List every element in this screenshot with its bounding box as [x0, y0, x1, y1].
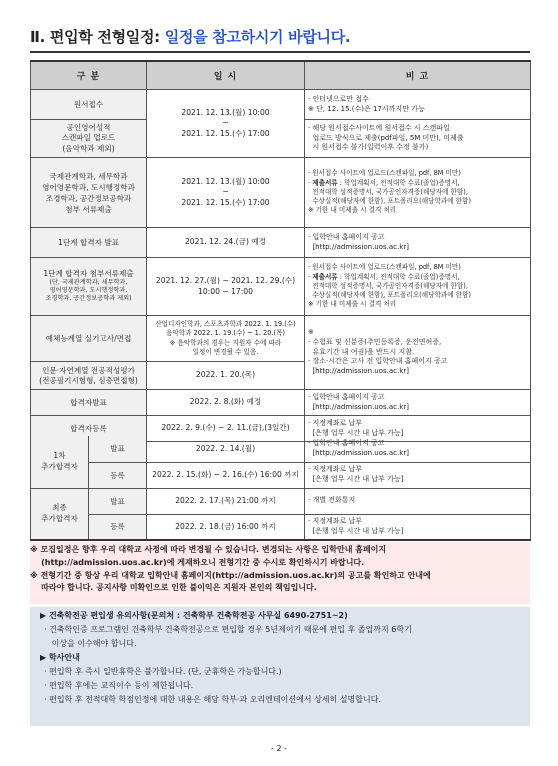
row-notes: · 개별 전화통지	[305, 488, 531, 514]
row-notes: · 지정계좌로 납부 [은행 업무 시간 내 납부 가능]	[305, 514, 531, 540]
row-date: 2022. 2. 14.(월)	[147, 436, 305, 462]
row-category: 발표	[89, 488, 147, 514]
notice-line: ※ 모집일정은 향후 우리 대학교 사정에 따라 변경될 수 있습니다. 변경되는 사항은 입학안내 홈페이지	[30, 545, 387, 554]
table-row	[31, 436, 531, 462]
info-block	[30, 607, 530, 726]
row-category: 예체능계열 실기고사/면접	[31, 316, 147, 362]
group-label: 1차 추가합격자	[31, 436, 89, 488]
table-row	[31, 158, 531, 228]
table-row	[31, 316, 531, 362]
row-notes: · 원서접수 사이트에 업로드(스캔파일, pdf, 8M 미만) · 제출서류 : 학업계획서, 전적대학 수료(졸업)증명서, 전적대학 성적증명서, 국가공인자격증(해당자에 한함), 수상실적(해당자에 한함), 포트폴리오(해당학과에 한함) ※ 기한 내 미제출 시 결격 처리	[305, 158, 531, 228]
info-item: · 건축학인증 프로그램인 건축학부 건축학전공으로 편입할 경우 5년제이기 때문에 편입 후 졸업까지 6학기	[44, 625, 412, 634]
schedule-table	[30, 60, 531, 442]
notice-line: ※ 전형기간 중 항상 우리 대학교 입학안내 홈페이지(http://admission.uos.ac.kr)의 공고를 확인하고 안내에	[30, 570, 431, 580]
header-date: 일 시	[147, 61, 305, 90]
table-row	[31, 90, 531, 120]
row-category: 원서접수	[31, 90, 147, 120]
section-title-main: Ⅱ. 편입학 전형일정:	[30, 28, 160, 46]
row-date: 2022. 2. 8.(화) 예정	[147, 390, 305, 416]
row-category: 발표	[89, 436, 147, 462]
section-title-sub: 일정을 참고하시기 바랍니다.	[164, 28, 351, 46]
info-item: · 편입학 후에는 교직이수 등이 제한됩니다.	[44, 681, 194, 690]
row-date: 2021. 12. 13.(월) 10:00 ~ 2021. 12. 15.(수) 17:00	[147, 158, 305, 228]
row-notes: · 지정계좌로 납부 [은행 업무 시간 내 납부 가능]	[305, 462, 531, 488]
notice-block	[30, 542, 530, 604]
row-category: 인문·자연계열 전공적성평가 (전공필기시험형, 심층면접형)	[31, 362, 147, 390]
info-heading-architecture: ▶ 건축학전공 편입생 유의사항(문의처 : 건축학부 건축학전공 사무실 6490-2751~2)	[40, 611, 348, 620]
row-category: 1단계 합격자 첨부서류제출 (단, 국제관계학과, 세무학과, 영어영문학과, 도시행정학과, 조경학과, 공간정보공학과 제외)	[31, 258, 147, 316]
row-category: 등록	[89, 462, 147, 488]
row-category: 공인영어성적 스캔파일 업로드 (음악학과 제외)	[31, 120, 147, 158]
row-category: 합격자등록	[31, 416, 147, 442]
title-rule	[30, 51, 530, 53]
row-date: 2022. 2. 9.(수) ~ 2. 11.(금),(3일간)	[147, 416, 305, 442]
row-date: 산업디자인학과, 스포츠과학과 2022. 1. 19.(수) 음악학과 2022. 1. 19.(수) ~ 1. 20.(목) ※ 음악학과의 경우는 지원자 수에 따라 일정이 변경될 수 있음.	[147, 316, 305, 362]
row-category: 등록	[89, 514, 147, 540]
row-notes: · 원서접수 사이트에 업로드(스캔파일, pdf, 8M 미만) · 제출서류 : 학업계획서, 전적대학 수료(졸업)증명서, 전적대학 성적증명서, 국가공인자격증(해당자에 한함), 수상실적(해당자에 한함), 포트폴리오(해당학과에 한함) ※ 기한 내 미제출 시 결격 처리	[305, 258, 531, 316]
row-notes: · 해당 원서접수사이트에 원서접수 시 스캔파일 업로드 방식으로 제출(pdf파일, 5M 미만), 미제출 시 원서접수 불가(입력이후 수정 불가)	[305, 120, 531, 158]
row-category: 국제관계학과, 세무학과 영어영문학과, 도시행정학과 조경학과, 공간정보공학과 첨부 서류제출	[31, 158, 147, 228]
table-row	[31, 390, 531, 416]
row-date: 2022. 2. 18.(금) 16:00 까지	[147, 514, 305, 540]
table-row	[31, 514, 531, 540]
row-notes: · 입학안내 홈페이지 공고 [http://admission.uos.ac.kr]	[305, 228, 531, 258]
page-number: - 2 -	[271, 744, 287, 753]
header-category: 구 분	[31, 61, 147, 90]
row-date: 2022. 2. 15.(화) ~ 2. 16.(수) 16:00 까지	[147, 462, 305, 488]
info-item: · 편입학 후 전적대학 학점인정에 대한 내용은 해당 학부·과 오리엔테이션에서 상세히 설명합니다.	[44, 695, 381, 704]
row-date: 2021. 12. 27.(월) ~ 2021. 12. 29.(수) 10:00 ~ 17:00	[147, 258, 305, 316]
table-row	[31, 258, 531, 316]
table-row	[31, 228, 531, 258]
info-item: 이상을 이수해야 합니다.	[44, 639, 137, 648]
row-notes: · 인터넷으로만 접수 ※ 단, 12. 15.(수)은 17시까지만 가능	[305, 90, 531, 120]
table-header-row	[31, 61, 531, 90]
info-item: · 편입학 후 즉시 일반휴학은 불가합니다. (단, 군휴학은 가능합니다.)	[44, 667, 282, 676]
additional-applicants-table	[30, 436, 531, 541]
row-notes: · 지정계좌로 납부 [은행 업무 시간 내 납부 가능]	[305, 416, 531, 442]
row-date: 2021. 12. 24.(금) 예정	[147, 228, 305, 258]
row-category: 합격자발표	[31, 390, 147, 416]
row-notes: ※ · 수험표 및 신분증(주민등록증, 운전면허증, 유효기간 내 여권)을 반드시 지참. · 장소·시간은 고사 전 입학안내 홈페이지 공고 [http://admission.uos.ac.kr]	[305, 316, 531, 390]
header-notes: 비 고	[305, 61, 531, 90]
group-label: 최종 추가합격자	[31, 488, 89, 540]
table-row	[31, 488, 531, 514]
notice-line: 따라야 합니다. 공지사항 미확인으로 인한 불이익은 지원자 본인의 책임입니다.	[30, 583, 317, 593]
info-heading-academic: ▶ 학사안내	[40, 653, 80, 662]
row-date: 2022. 1. 20.(목)	[147, 362, 305, 390]
table-row	[31, 462, 531, 488]
row-notes: · 입학안내 홈페이지 공고 [http://admission.uos.ac.kr]	[305, 436, 531, 462]
row-date: 2021. 12. 13.(월) 10:00 ~ 2021. 12. 15.(수) 17:00	[147, 90, 305, 158]
row-date: 2022. 2. 17.(목) 21:00 까지	[147, 488, 305, 514]
section-title	[30, 26, 530, 48]
row-notes: · 입학안내 홈페이지 공고 [http://admission.uos.ac.kr]	[305, 390, 531, 416]
notice-line: (http://admission.uos.ac.kr)에 게재하오니 전형기간 중 수시로 확인하시기 바랍니다.	[30, 557, 365, 567]
row-category: 1단계 합격자 발표	[31, 228, 147, 258]
